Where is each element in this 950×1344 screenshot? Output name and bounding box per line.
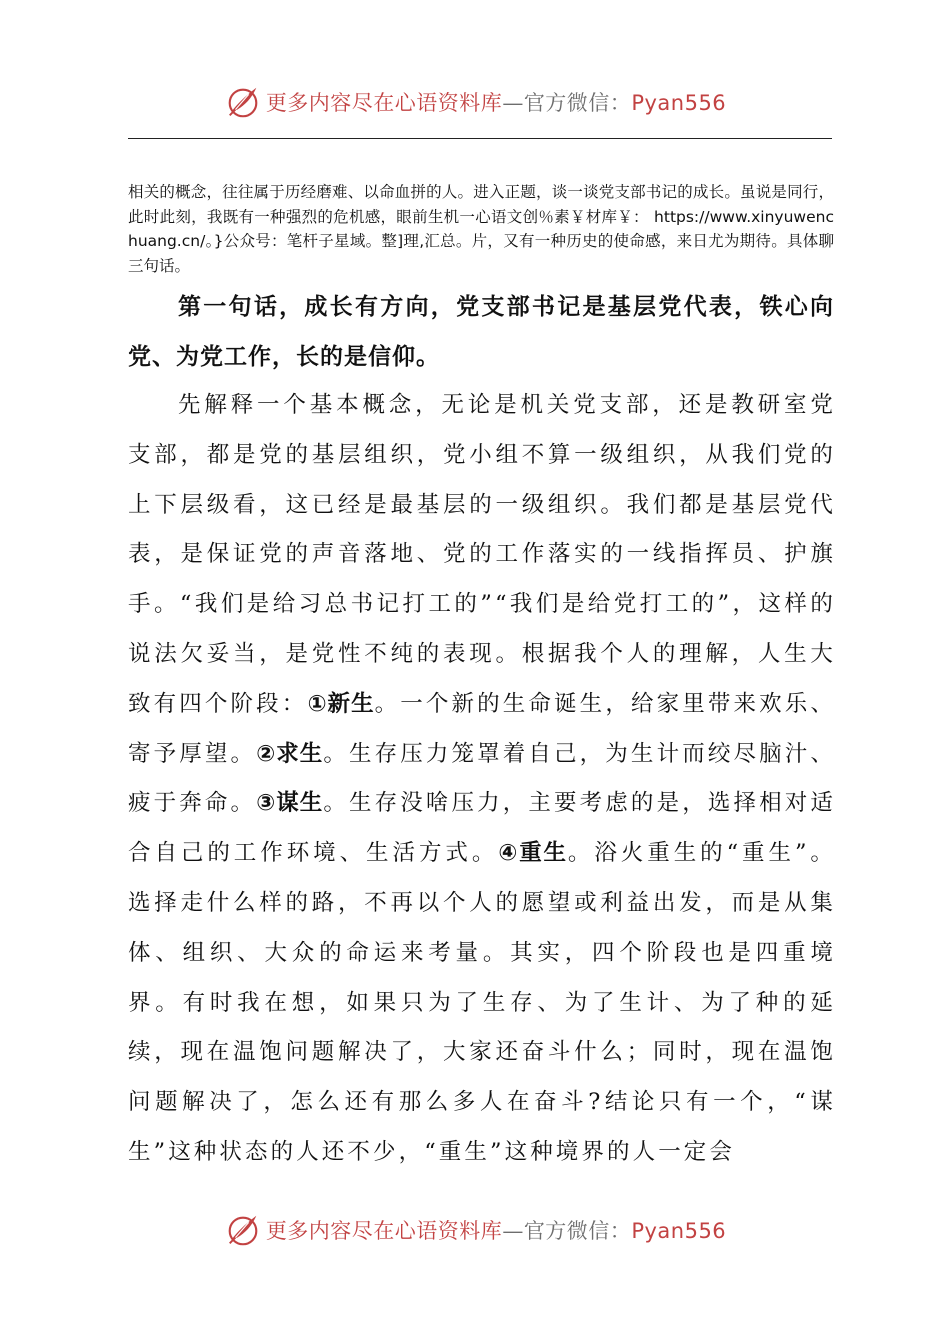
stage-1-label: ①新生 (307, 690, 375, 717)
stage-4-label: ④重生 (498, 840, 568, 867)
footer-banner-text (266, 1215, 726, 1245)
body-paragraph (128, 381, 836, 1178)
header-banner (0, 80, 950, 124)
intro-paragraph: 相关的概念，往往属于历经磨难、以命血拼的人。进入正题，谈一谈党支部书记的成长。虽说是同行，此时此刻，我既有一种强烈的危机感，眼前生机一心语文创％素￥材库￥： https://www.xinyuwenchuang.cn/。}公众号：笔杆子星域。整]理,汇总。片，又有一种历史的使命感，来日尤为期待。具体聊三句话。 (128, 183, 834, 275)
header-divider (128, 138, 832, 139)
footer-banner-gray: —官方微信： (502, 1219, 632, 1243)
header-banner-gray: —官方微信： (502, 91, 632, 115)
stage-3-label: ③谋生 (256, 790, 324, 817)
body-segment-4: 。生存没啥压力，主要考虑的是，选择相对适合自己的工作环境、生活方式。 (128, 790, 836, 867)
body-segment-3: 。生存压力笼罩着自己，为生计而绞尽脑汁、疲于奔命。 (128, 740, 836, 817)
footer-wechat-id: Pyan556 (631, 1219, 727, 1243)
section-heading: 第一句话，成长有方向，党支部书记是基层党代表，铁心向党、为党工作，长的是信仰。 (128, 294, 834, 370)
header-wechat-id: Pyan556 (631, 91, 727, 115)
quill-seal-logo-icon (224, 83, 262, 121)
quill-seal-logo-icon (224, 1211, 262, 1249)
body-segment-2: 。一个新的生命诞生，给家里带来欢乐、寄予厚望。 (128, 690, 836, 767)
body-segment-1: 先解释一个基本概念，无论是机关党支部，还是教研室党支部，都是党的基层组织，党小组不算一级组织，从我们党的上下层级看，这已经是最基层的一级组织。我们都是基层党代表，是保证党的声音落地、党的工作落实的一线指挥员、护旗手。“我们是给习总书记打工的”“我们是给党打工的”，这样的说法欠妥当，是党性不纯的表现。根据我个人的理解，人生大致有四个阶段： (128, 392, 836, 717)
header-banner-red: 更多内容尽在心语资料库 (265, 91, 503, 115)
footer-banner (0, 1208, 950, 1252)
footer-banner-red: 更多内容尽在心语资料库 (265, 1219, 503, 1243)
header-banner-text (266, 87, 726, 117)
body-segment-5: 。浴火重生的“重生”。选择走什么样的路，不再以个人的愿望或利益出发，而是从集体、组织、大众的命运来考量。其实，四个阶段也是四重境界。有时我在想，如果只为了生存、为了生计、为了种的延续，现在温饱问题解决了，大家还奋斗什么；同时，现在温饱问题解决了，怎么还有那么多人在奋斗?结论只有一个，“谋生”这种状态的人还不少，“重生”这种境界的人一定会 (128, 840, 837, 1165)
stage-2-label: ②求生 (256, 740, 324, 767)
